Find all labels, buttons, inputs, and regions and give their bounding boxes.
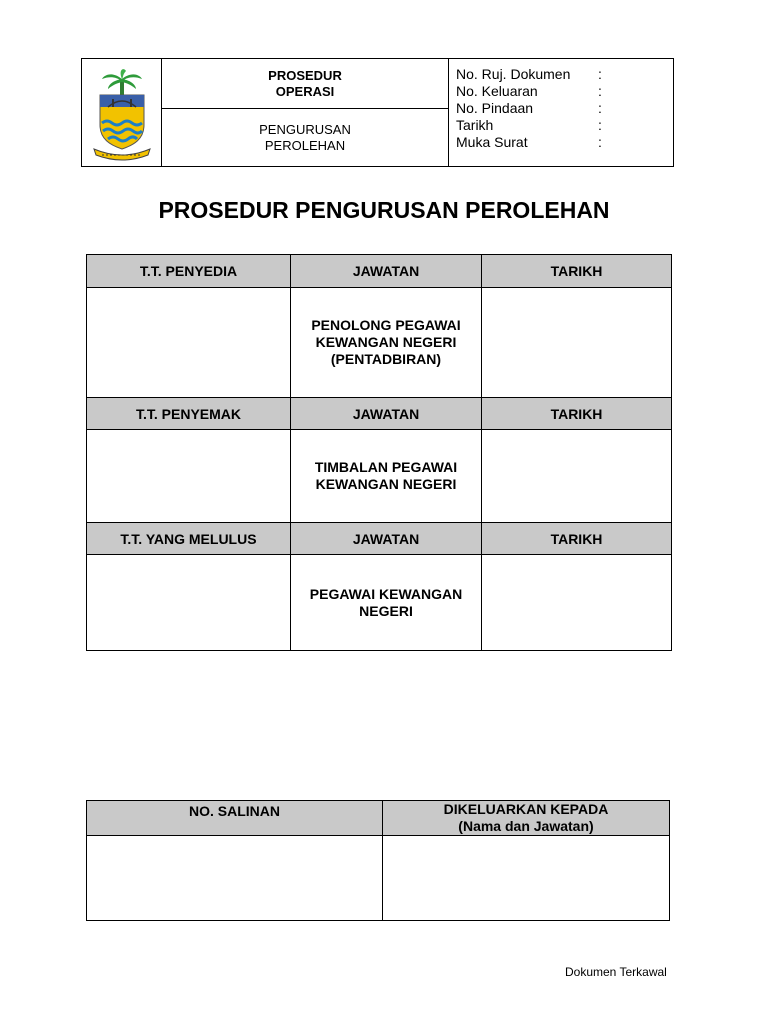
procedure-subject-line1: PENGURUSAN bbox=[259, 121, 351, 137]
meta-colon: : bbox=[598, 83, 602, 99]
procedure-type-line2: OPERASI bbox=[275, 83, 335, 99]
document-meta bbox=[456, 66, 666, 151]
document-header bbox=[81, 58, 674, 167]
header-cell-position: JAWATAN bbox=[291, 255, 482, 288]
position-line: PENOLONG PEGAWAI bbox=[311, 317, 461, 333]
header-cell-date: TARIKH bbox=[482, 255, 671, 288]
position-line: NEGERI bbox=[359, 602, 413, 619]
header-cell-issued-to bbox=[383, 801, 669, 836]
meta-colon: : bbox=[598, 134, 602, 150]
header-cell-approver: T.T. YANG MELULUS bbox=[87, 523, 291, 555]
meta-row bbox=[456, 83, 666, 100]
meta-colon: : bbox=[598, 100, 602, 116]
procedure-type-line1: PROSEDUR bbox=[268, 67, 342, 83]
header-cell-reviewer: T.T. PENYEMAK bbox=[87, 398, 291, 430]
position-line: (PENTADBIRAN) bbox=[330, 351, 442, 367]
reviewer-date-field[interactable] bbox=[482, 430, 671, 523]
page-title: PROSEDUR PENGURUSAN PEROLEHAN bbox=[158, 197, 610, 223]
position-line: KEWANGAN NEGERI bbox=[315, 476, 457, 492]
header-cell-copy-number: NO. SALINAN bbox=[87, 801, 383, 836]
meta-row bbox=[456, 100, 666, 117]
position-line: TIMBALAN PEGAWAI bbox=[314, 459, 458, 475]
logo-cell bbox=[82, 59, 162, 166]
meta-colon: : bbox=[598, 117, 602, 133]
meta-label-date: Tarikh bbox=[456, 117, 494, 133]
position-line: PEGAWAI KEWANGAN bbox=[309, 585, 463, 602]
controlled-document-note: Dokumen Terkawal bbox=[565, 965, 667, 979]
procedure-subject-line2: PEROLEHAN bbox=[264, 137, 346, 153]
issued-to-field[interactable] bbox=[383, 836, 669, 920]
state-crest-icon bbox=[90, 65, 154, 161]
header-cell-date: TARIKH bbox=[482, 523, 671, 555]
reviewer-signature-field[interactable] bbox=[87, 430, 291, 523]
header-cell-preparer: T.T. PENYEDIA bbox=[87, 255, 291, 288]
meta-row bbox=[456, 117, 666, 134]
procedure-type-cell bbox=[162, 59, 449, 109]
copy-number-field[interactable] bbox=[87, 836, 383, 920]
position-line: KEWANGAN NEGERI bbox=[315, 334, 457, 350]
header-cell-position: JAWATAN bbox=[291, 398, 482, 430]
approver-date-field[interactable] bbox=[482, 555, 671, 650]
signature-table bbox=[86, 254, 672, 651]
meta-row bbox=[456, 66, 666, 83]
copy-distribution-table bbox=[86, 800, 670, 921]
meta-label-amendment: No. Pindaan bbox=[456, 100, 534, 116]
meta-row bbox=[456, 134, 666, 151]
header-cell-position: JAWATAN bbox=[291, 523, 482, 555]
preparer-signature-field[interactable] bbox=[87, 288, 291, 398]
issued-to-heading: DIKELUARKAN KEPADA bbox=[443, 801, 609, 817]
reviewer-position-cell bbox=[291, 430, 482, 523]
header-cell-date: TARIKH bbox=[482, 398, 671, 430]
issued-to-subheading: (Nama dan Jawatan) bbox=[458, 818, 594, 834]
procedure-subject-cell bbox=[162, 109, 449, 166]
approver-position-cell bbox=[291, 555, 482, 650]
meta-colon: : bbox=[598, 66, 602, 82]
meta-label-issue: No. Keluaran bbox=[456, 83, 538, 99]
preparer-date-field[interactable] bbox=[482, 288, 671, 398]
approver-signature-field[interactable] bbox=[87, 555, 291, 650]
meta-label-ref: No. Ruj. Dokumen bbox=[456, 66, 571, 82]
meta-label-page: Muka Surat bbox=[456, 134, 528, 150]
preparer-position-cell bbox=[291, 288, 482, 398]
